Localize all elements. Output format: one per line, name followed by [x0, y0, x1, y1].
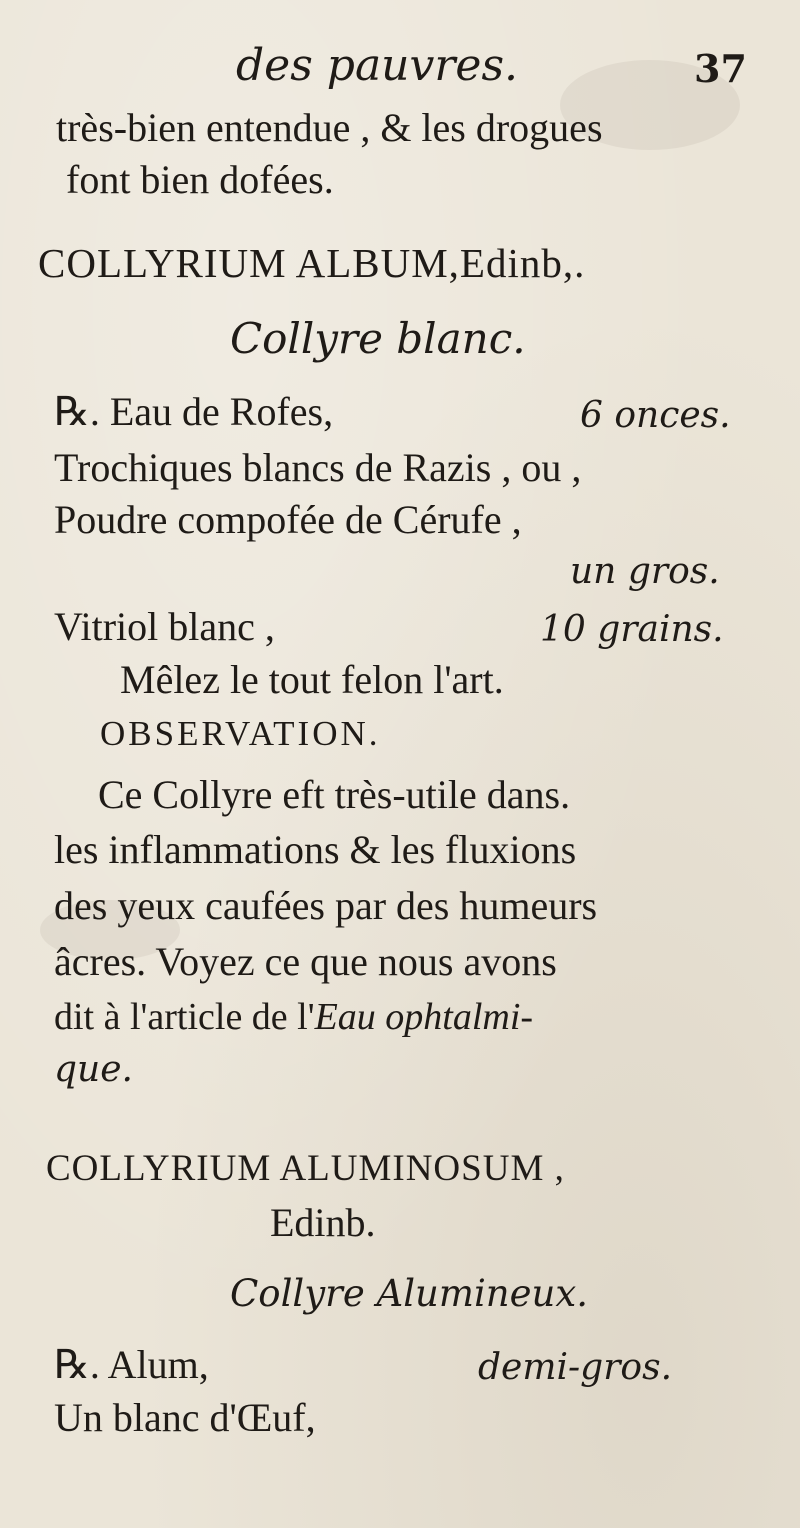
observation-line-4: âcres. Voyez ce que nous avons	[54, 939, 557, 984]
recipe1-line-4-qty: un gros.	[570, 551, 720, 592]
recipe1-line-2: Trochiques blancs de Razis , ou ,	[54, 445, 582, 490]
recipe1-line-5-qty: 10 grains.	[540, 609, 724, 650]
recipe1-line-6: Mêlez le tout felon l'art.	[120, 657, 504, 702]
running-title: des pauvres.	[236, 40, 519, 91]
recipe1-line-5-name: Vitriol blanc ,	[54, 604, 275, 649]
recipe1-line-3: Poudre compofée de Cérufe ,	[54, 497, 522, 542]
section2-title-line-1: COLLYRIUM ALUMINOSUM ,	[46, 1148, 565, 1189]
observation-line-1: Ce Collyre eft très-utile dans.	[98, 772, 571, 817]
section1-subtitle: Collyre blanc.	[230, 314, 526, 363]
observation-line-5-text: dit à l'article de l'	[54, 996, 315, 1038]
intro-line-2: font bien dofées.	[66, 157, 334, 202]
observation-line-6: que.	[54, 1049, 133, 1090]
intro-line-1: très-bien entendue , & les drogues	[56, 105, 603, 150]
recipe2-line-1-name: ℞. Alum,	[54, 1342, 209, 1387]
observation-line-3: des yeux caufées par des humeurs	[54, 883, 598, 928]
section2-subtitle: Collyre Alumineux.	[230, 1272, 588, 1315]
recipe2-line-1-qty: demi-gros.	[478, 1347, 673, 1388]
recipe1-line-1-name: ℞. Eau de Rofes,	[54, 389, 334, 434]
observation-line-5-emph: Eau ophtalmi-	[314, 996, 534, 1038]
page-number: 37	[694, 46, 747, 91]
observation-line-2: les inflammations & les fluxions	[54, 827, 577, 872]
section2-title-line-2: Edinb.	[270, 1200, 376, 1245]
recipe1-line-1-qty: 6 onces.	[580, 395, 731, 436]
observation-line-5	[54, 998, 533, 1036]
section1-title: COLLYRIUM ALBUM,Edinb,.	[38, 240, 586, 286]
observation-heading: OBSERVATION.	[100, 714, 381, 753]
recipe2-line-2: Un blanc d'Œuf,	[54, 1395, 316, 1440]
